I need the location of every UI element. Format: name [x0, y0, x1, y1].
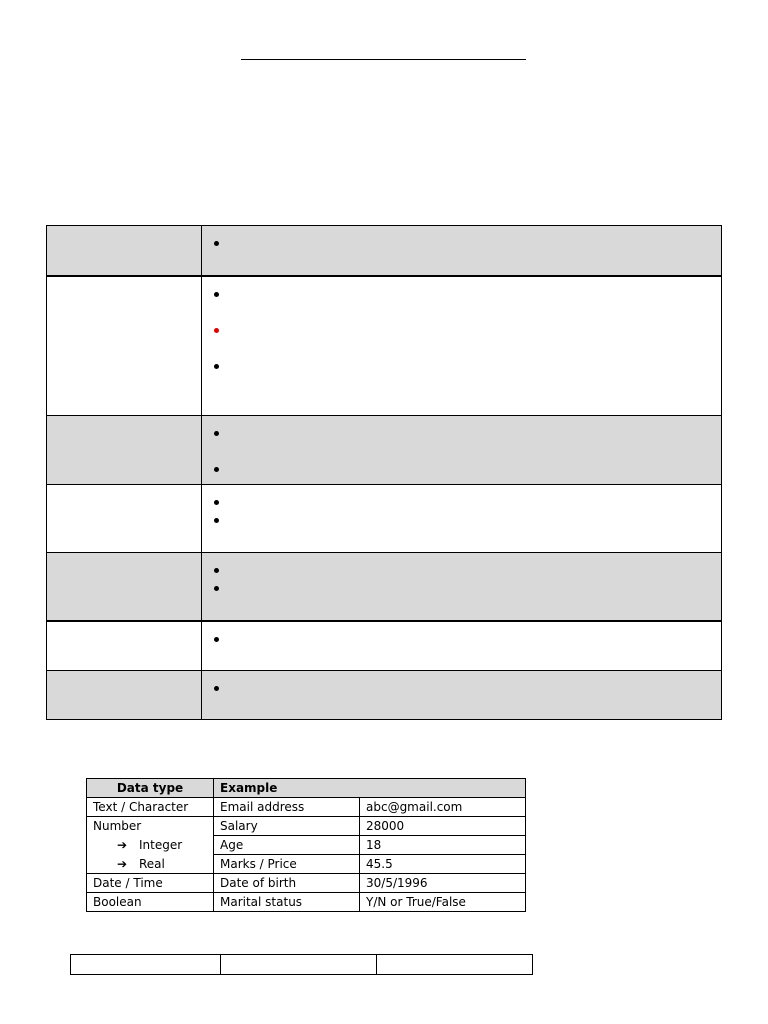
bullet-point [214, 511, 721, 529]
notes-row [47, 416, 722, 485]
row-content-cell [202, 226, 722, 276]
cell-value: abc@gmail.com [360, 798, 526, 817]
row-label-cell [47, 485, 202, 553]
empty-cell [71, 955, 221, 975]
header-data-type: Data type [87, 779, 214, 798]
cell-type [87, 836, 214, 855]
bullet-point [214, 579, 721, 597]
cell-field: Marital status [214, 893, 360, 912]
table-row [87, 836, 526, 855]
header-row [87, 779, 526, 798]
table-row [87, 798, 526, 817]
table-row [87, 855, 526, 874]
cell-type: Date / Time [87, 874, 214, 893]
bullet-point [214, 460, 721, 478]
table-row [71, 955, 533, 975]
cell-field: Date of birth [214, 874, 360, 893]
bullet-point [214, 679, 721, 697]
subtype-label: Integer [139, 838, 183, 852]
empty-cell [377, 955, 533, 975]
row-content-cell [202, 276, 722, 416]
bullet-point [214, 630, 721, 648]
notes-row [47, 485, 722, 553]
cell-value: Y/N or True/False [360, 893, 526, 912]
table-row [87, 817, 526, 836]
cell-type: Boolean [87, 893, 214, 912]
data-type-table [86, 778, 526, 912]
table-row [87, 893, 526, 912]
title-underline [241, 59, 526, 60]
notes-row [47, 671, 722, 720]
subtype-label: Real [139, 856, 165, 871]
cell-value: 28000 [360, 817, 526, 836]
cell-field: Salary [214, 817, 360, 836]
row-content-cell [202, 416, 722, 485]
row-content-cell [202, 671, 722, 720]
cell-value: 45.5 [360, 855, 526, 874]
cell-value: 30/5/1996 [360, 874, 526, 893]
row-label-cell [47, 416, 202, 485]
bullet-point [214, 234, 721, 252]
row-label-cell [47, 276, 202, 416]
notes-table [46, 225, 722, 720]
bullet-point [214, 493, 721, 511]
row-label-cell [47, 621, 202, 671]
header-example: Example [214, 779, 526, 798]
cell-type: Text / Character [87, 798, 214, 817]
row-content-cell [202, 553, 722, 621]
row-content-cell [202, 621, 722, 671]
cell-field: Email address [214, 798, 360, 817]
bullet-point [214, 424, 721, 442]
cell-field: Age [214, 836, 360, 855]
bullet-point [214, 285, 721, 303]
table-row [87, 874, 526, 893]
notes-row [47, 621, 722, 671]
empty-table [70, 954, 533, 975]
cell-type: Number [87, 817, 214, 836]
notes-row [47, 553, 722, 621]
empty-cell [221, 955, 377, 975]
bullet-point [214, 357, 721, 375]
row-label-cell [47, 671, 202, 720]
row-label-cell [47, 553, 202, 621]
cell-value: 18 [360, 836, 526, 855]
notes-row [47, 226, 722, 276]
arrow-right-icon: ➔ [117, 838, 128, 852]
row-content-cell [202, 485, 722, 553]
notes-row [47, 276, 722, 416]
row-label-cell [47, 226, 202, 276]
arrow-right-icon: ➔ [117, 856, 128, 871]
bullet-point [214, 561, 721, 579]
bullet-point [214, 321, 721, 339]
cell-type [87, 855, 214, 874]
cell-field: Marks / Price [214, 855, 360, 874]
